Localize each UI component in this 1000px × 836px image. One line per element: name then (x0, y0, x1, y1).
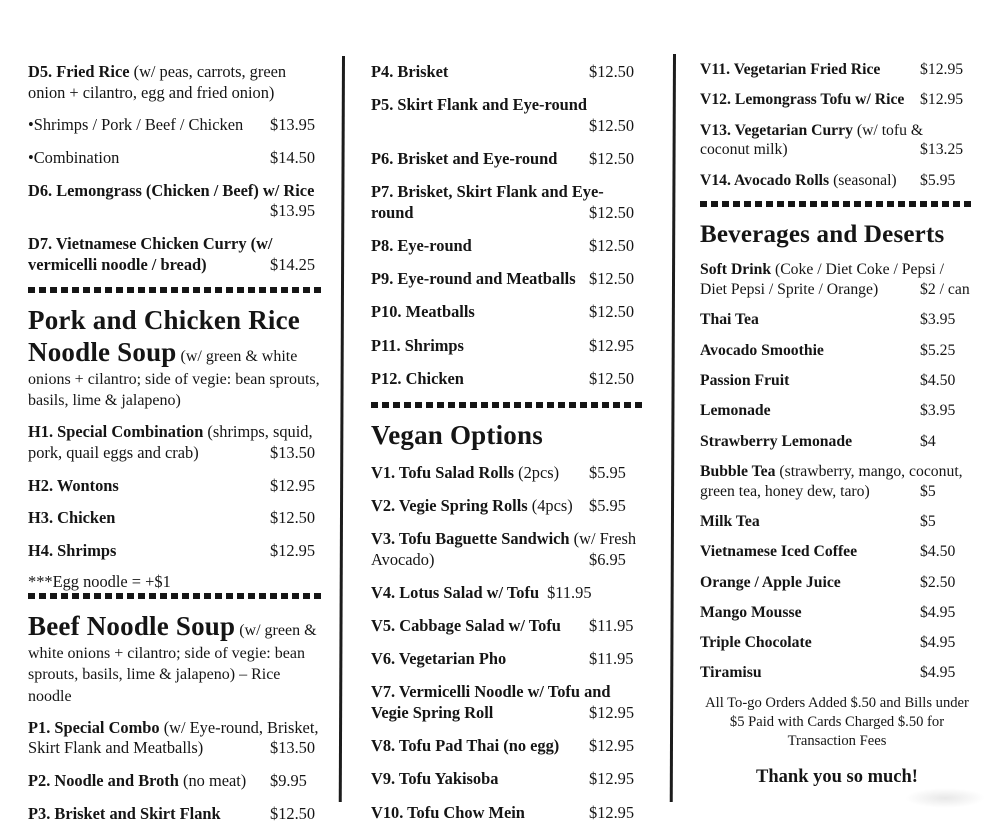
scan-smudge (905, 788, 985, 808)
item-price: $5 (920, 482, 936, 500)
item-note: (seasonal) (833, 171, 897, 189)
item-name: V12. Lemongrass Tofu w/ Rice (700, 91, 905, 109)
item-price: $12.95 (920, 61, 964, 78)
menu-item-v9-tofu-yakisoba (371, 769, 643, 790)
menu-item-h4-shrimps (28, 541, 324, 562)
menu-item-p2-noodle-and-broth (28, 771, 324, 792)
item-price: $4 (920, 432, 936, 450)
menu-item-d6-lemongrass-chicken-beef (28, 181, 324, 222)
menu-item-p11-shrimps (371, 336, 643, 357)
item-name: V14. Avocado Rolls (700, 171, 830, 189)
item-note: (w/ peas, carrots, green onion + cilantro, egg and fried onion) (28, 62, 287, 102)
menu-item-v3-tofu-baguette-sandwich (371, 529, 643, 570)
item-name: Lemonade (700, 402, 771, 420)
item-name: •Shrimps / Pork / Beef / Chicken (28, 115, 244, 135)
menu-item-p9-eye-round-and (371, 269, 643, 290)
item-note: (w/ Eye-round, Brisket, Skirt Flank and Meatballs) (28, 717, 319, 758)
menu-column-1 (28, 62, 324, 836)
section-heading-pork-and-chicken-rice (28, 305, 324, 411)
item-name: D7. Vietnamese Chicken Curry (w/ vermicelli noodle / bread) (28, 234, 273, 274)
menu-item-v14-avocado-rolls (700, 171, 974, 191)
item-price: $12.50 (589, 302, 635, 322)
item-price: $12.50 (270, 803, 316, 823)
item-name: Triple Chocolate (700, 634, 812, 652)
item-price: $12.50 (589, 115, 635, 135)
menu-item-p7-brisket-skirt-flank (371, 182, 643, 223)
menu-item-p1-special-combo (28, 718, 324, 759)
item-name: V11. Vegetarian Fried Rice (700, 61, 881, 78)
dotted-divider (28, 593, 324, 599)
item-price: $12.95 (589, 335, 635, 355)
item-name: V2. Vegie Spring Rolls (371, 495, 528, 515)
item-price: $4.50 (920, 543, 956, 561)
item-name: V10. Tofu Chow Mein (371, 802, 525, 822)
item-note: (Coke / Diet Coke / Pepsi / Diet Pepsi / Sprite / Orange) (700, 261, 945, 299)
item-price: $2 / can (920, 281, 970, 299)
item-price: $13.50 (270, 738, 316, 758)
item-note: (4pcs) (531, 495, 573, 515)
item-price: $13.95 (270, 115, 316, 135)
menu-column-2 (371, 62, 643, 836)
menu-item-v11-vegetarian-fried-rice (700, 60, 974, 80)
item-price: $11.95 (547, 582, 592, 602)
menu-item-avocado-smoothie (700, 341, 974, 361)
menu-item-shrimps-pork-beef-chicken (28, 115, 324, 136)
menu-item-milk-tea (700, 512, 974, 532)
menu-item-v12-lemongrass-tofu-w (700, 90, 974, 110)
togo-fee-note: All To-go Orders Added $.50 and Bills under $5 Paid with Cards Charged $.50 for Transaction Fees (705, 694, 969, 749)
item-name: P9. Eye-round and Meatballs (371, 269, 576, 289)
item-price: $12.95 (270, 475, 316, 495)
item-name: P1. Special Combo (28, 717, 160, 737)
item-price: $4.95 (920, 634, 956, 652)
item-name: Orange / Apple Juice (700, 573, 841, 591)
item-name: P4. Brisket (371, 62, 449, 81)
menu-item-lemonade (700, 401, 974, 421)
item-price: $12.50 (270, 508, 316, 528)
menu-item-h1-special-combination (28, 422, 324, 463)
menu-item-v13-vegetarian-curry (700, 121, 974, 161)
item-name: Thai Tea (700, 311, 759, 329)
item-name: Soft Drink (700, 261, 772, 279)
item-price: $12.95 (270, 541, 316, 561)
item-name: P8. Eye-round (371, 236, 472, 256)
item-price: $12.50 (589, 269, 635, 289)
item-name: P10. Meatballs (371, 302, 475, 322)
item-price: $4.95 (920, 603, 956, 621)
menu-item-orange-apple-juice (700, 573, 974, 593)
item-note: (no meat) (183, 771, 247, 791)
menu-item-p5-skirt-flank-and (371, 95, 643, 136)
menu-item-bubble-tea (700, 462, 974, 502)
menu-note: ***Egg noodle = +$1 (28, 571, 171, 591)
menu-item-d7-vietnamese-chicken-curry (28, 234, 324, 275)
menu-item-d5-fried-rice (28, 62, 324, 103)
item-name: P2. Noodle and Broth (28, 771, 179, 791)
item-price: $12.50 (589, 62, 635, 81)
menu-item-soft-drink (700, 260, 974, 300)
item-name: D6. Lemongrass (Chicken / Beef) w/ Rice (28, 180, 315, 200)
item-name: Bubble Tea (700, 462, 776, 480)
column-divider-line-1 (339, 56, 345, 802)
item-price: $14.25 (270, 254, 316, 274)
menu-item-h3-chicken (28, 508, 324, 529)
item-price: $13.95 (270, 201, 316, 221)
item-price: $11.95 (589, 649, 634, 669)
menu-item-v8-tofu-pad-thai (371, 736, 643, 757)
item-name: Avocado Smoothie (700, 341, 824, 359)
item-name: H3. Chicken (28, 508, 116, 528)
item-price: $9.95 (270, 771, 307, 791)
item-name: Passion Fruit (700, 372, 790, 390)
item-name: V5. Cabbage Salad w/ Tofu (371, 616, 561, 636)
item-price: $5.25 (920, 341, 956, 359)
column-divider-line-2 (670, 54, 676, 802)
menu-item-strawberry-lemonade (700, 432, 974, 452)
item-name: V6. Vegetarian Pho (371, 649, 507, 669)
item-name: P7. Brisket, Skirt Flank and Eye-round (371, 182, 604, 222)
menu-item-vietnamese-iced-coffee (700, 542, 974, 562)
section-heading-beverages-and-deserts (700, 220, 974, 250)
item-name: •Combination (28, 148, 120, 168)
menu-item-p3-brisket-and-skirt (28, 804, 324, 825)
section-title: Vegan Options (371, 419, 543, 450)
item-name: Vietnamese Iced Coffee (700, 543, 858, 561)
item-price: $4.95 (920, 664, 956, 682)
section-note: (w/ green & white onions + cilantro; side of vegie: bean sprouts, basils, lime & jalapeno) (28, 348, 320, 410)
menu-item-v1-tofu-salad-rolls (371, 463, 643, 484)
menu-item-combination (28, 148, 324, 169)
menu-item-tiramisu (700, 663, 974, 683)
item-name: P6. Brisket and Eye-round (371, 149, 558, 169)
item-note: (2pcs) (518, 462, 560, 482)
item-note: (strawberry, mango, coconut, green tea, honey dew, taro) (700, 462, 963, 500)
menu-item-p4-brisket (371, 62, 643, 83)
menu-column-3 (700, 60, 974, 789)
menu-item-p12-chicken (371, 369, 643, 390)
menu-item-mango-mousse (700, 603, 974, 623)
item-price: $4.50 (920, 372, 956, 390)
section-heading-beef-noodle-soup (28, 611, 324, 706)
menu-item-p10-meatballs (371, 302, 643, 323)
item-note: (w/ tofu & coconut milk) (700, 121, 924, 159)
item-name: Mango Mousse (700, 603, 802, 621)
item-name: V8. Tofu Pad Thai (no egg) (371, 736, 560, 756)
dotted-divider (700, 201, 974, 207)
thank-you-text: Thank you so much! (756, 766, 918, 787)
item-price: $5.95 (589, 495, 626, 515)
item-name: Strawberry Lemonade (700, 432, 853, 450)
menu-item-v6-vegetarian-pho (371, 649, 643, 670)
item-price: $12.95 (589, 703, 635, 723)
item-name: P11. Shrimps (371, 335, 464, 355)
menu-item-triple-chocolate (700, 633, 974, 653)
menu-item-v7-vermicelli-noodle-w (371, 682, 643, 723)
item-price: $13.50 (270, 443, 316, 463)
item-name: V3. Tofu Baguette Sandwich (371, 529, 570, 549)
item-price: $5.95 (589, 462, 626, 482)
item-price: $11.95 (589, 616, 634, 636)
item-name: V9. Tofu Yakisoba (371, 769, 499, 789)
item-name: V4. Lotus Salad w/ Tofu (371, 582, 540, 602)
item-name: H4. Shrimps (28, 541, 117, 561)
item-price: $12.50 (589, 202, 635, 222)
item-price: $13.25 (920, 141, 964, 159)
section-title: Pork and Chicken Rice Noodle Soup (28, 305, 300, 368)
item-price: $12.50 (589, 368, 635, 388)
item-note: (shrimps, squid, pork, quail eggs and crab) (28, 422, 313, 463)
menu-item-v10-tofu-chow-mein (371, 803, 643, 824)
item-note: (w/ Fresh Avocado) (371, 529, 637, 569)
item-name: H1. Special Combination (28, 422, 204, 442)
menu-item-h2-wontons (28, 476, 324, 497)
item-price: $3.95 (920, 311, 956, 329)
menu-item-v2-vegie-spring-rolls (371, 496, 643, 517)
item-name: H2. Wontons (28, 475, 119, 495)
item-price: $12.95 (920, 91, 964, 109)
item-name: P5. Skirt Flank and Eye-round (371, 95, 588, 115)
menu-item-passion-fruit (700, 371, 974, 391)
section-note: (w/ green & white onions + cilantro; side of vegie: bean sprouts, basils, lime & jalapeno) – Rice noodle (28, 622, 317, 705)
section-title: Beverages and Deserts (700, 220, 945, 248)
menu-item-v5-cabbage-salad-w (371, 616, 643, 637)
item-price: $12.95 (589, 736, 635, 756)
item-price: $12.50 (589, 236, 635, 256)
item-name: V13. Vegetarian Curry (700, 121, 853, 139)
dotted-divider (371, 402, 643, 408)
item-price: $12.50 (589, 149, 635, 169)
item-price: $12.95 (589, 802, 635, 822)
item-name: P3. Brisket and Skirt Flank (28, 803, 221, 823)
item-price: $14.50 (270, 148, 316, 168)
item-name: Milk Tea (700, 512, 760, 530)
item-price: $6.95 (589, 549, 626, 569)
item-price: $3.95 (920, 402, 956, 420)
menu-item-v4-lotus-salad-w (371, 583, 643, 604)
item-price: $5 (920, 512, 936, 530)
menu-item-p8-eye-round (371, 236, 643, 257)
dotted-divider (28, 287, 324, 293)
menu-item-p6-brisket-and-eye (371, 149, 643, 170)
menu-item-thai-tea (700, 310, 974, 330)
item-name: V7. Vermicelli Noodle w/ Tofu and Vegie Spring Roll (371, 682, 611, 723)
item-name: Tiramisu (700, 664, 762, 682)
item-name: D5. Fried Rice (28, 62, 130, 81)
item-name: V1. Tofu Salad Rolls (371, 462, 515, 482)
item-name: P12. Chicken (371, 368, 464, 388)
item-price: $5.95 (920, 171, 956, 189)
item-price: $12.95 (589, 769, 635, 789)
section-heading-vegan-options (371, 420, 643, 452)
item-price: $2.50 (920, 573, 956, 591)
section-title: Beef Noodle Soup (28, 611, 236, 642)
